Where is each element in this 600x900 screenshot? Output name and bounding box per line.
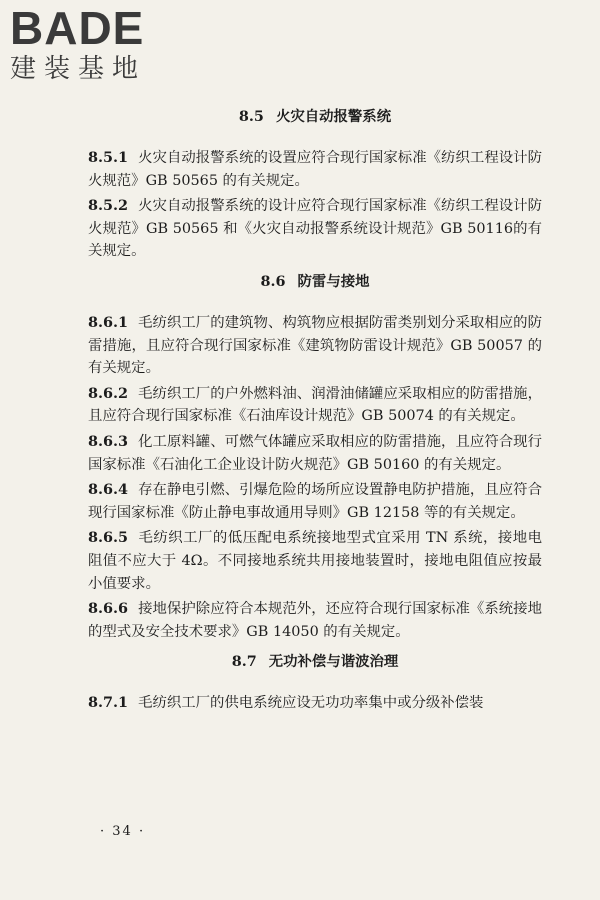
logo: [10, 4, 180, 84]
clause-number: 8.6.6: [88, 600, 129, 618]
page-number: · 34 ·: [100, 824, 146, 839]
clause-text: 毛纺织工厂的建筑物、构筑物应根据防雷类别划分采取相应的防雷措施，且应符合现行国家标准《建筑物防雷设计规范》GB 50057 的有关规定。: [88, 314, 542, 377]
section-title: 无功补偿与谐波治理: [268, 653, 399, 671]
clause-number: 8.7.1: [88, 694, 129, 712]
clause: [88, 147, 542, 192]
clause: [88, 527, 542, 595]
clause-text: 毛纺织工厂的户外燃料油、润滑油储罐应采取相应的防雷措施，且应符合现行国家标准《石油库设计规范》GB 50074 的有关规定。: [88, 385, 542, 425]
clause-number: 8.6.3: [88, 432, 129, 450]
clause-number: 8.5.1: [88, 149, 129, 166]
clause-text: 火灾自动报警系统的设置应符合现行国家标准《纺织工程设计防火规范》GB 50565 的有关规定。: [88, 150, 542, 189]
section-number: 8.5: [238, 108, 264, 125]
clause: [88, 479, 542, 524]
logo-subtitle: 建装基地: [10, 54, 147, 84]
section-heading: [88, 104, 542, 147]
clause: [88, 312, 542, 380]
logo-wordmark: BADE: [10, 2, 145, 54]
section-number: 8.7: [231, 653, 257, 671]
clause-number: 8.6.1: [88, 313, 129, 331]
clause: [88, 431, 542, 476]
clause-text: 存在静电引燃、引爆危险的场所应设置静电防护措施，且应符合现行国家标准《防止静电事故通用导则》GB 12158 等的有关规定。: [88, 482, 542, 521]
clause-text: 毛纺织工厂的低压配电系统接地型式宜采用 TN 系统，接地电阻值不应大于 4Ω。不同接地系统共用接地装置时，接地电阻值应按最小值要求。: [88, 530, 542, 592]
clause: [88, 598, 542, 643]
page-body: [88, 104, 542, 718]
clause-number: 8.6.4: [88, 481, 129, 499]
clause-number: 8.6.5: [88, 529, 129, 547]
clause-number: 8.5.2: [88, 197, 129, 215]
clause: [88, 692, 542, 715]
section-number: 8.6: [260, 272, 286, 290]
clause: [88, 195, 542, 263]
clause-text: 火灾自动报警系统的设计应符合现行国家标准《纺织工程设计防火规范》GB 50565 和《火灾自动报警系统设计规范》GB 50116的有关规定。: [88, 198, 542, 260]
clause-number: 8.6.2: [88, 384, 129, 402]
clause-text: 接地保护除应符合本规范外，还应符合现行国家标准《系统接地的型式及安全技术要求》GB 14050 的有关规定。: [88, 601, 542, 640]
section-title: 火灾自动报警系统: [275, 108, 392, 125]
section-heading: [88, 269, 542, 312]
clause: [88, 383, 542, 428]
section-heading: [88, 649, 542, 692]
section-title: 防雷与接地: [297, 272, 370, 290]
clause-text: 毛纺织工厂的供电系统应设无功功率集中或分级补偿装: [138, 695, 484, 712]
clause-text: 化工原料罐、可燃气体罐应采取相应的防雷措施，且应符合现行国家标准《石油化工企业设计防火规范》GB 50160 的有关规定。: [88, 433, 542, 473]
